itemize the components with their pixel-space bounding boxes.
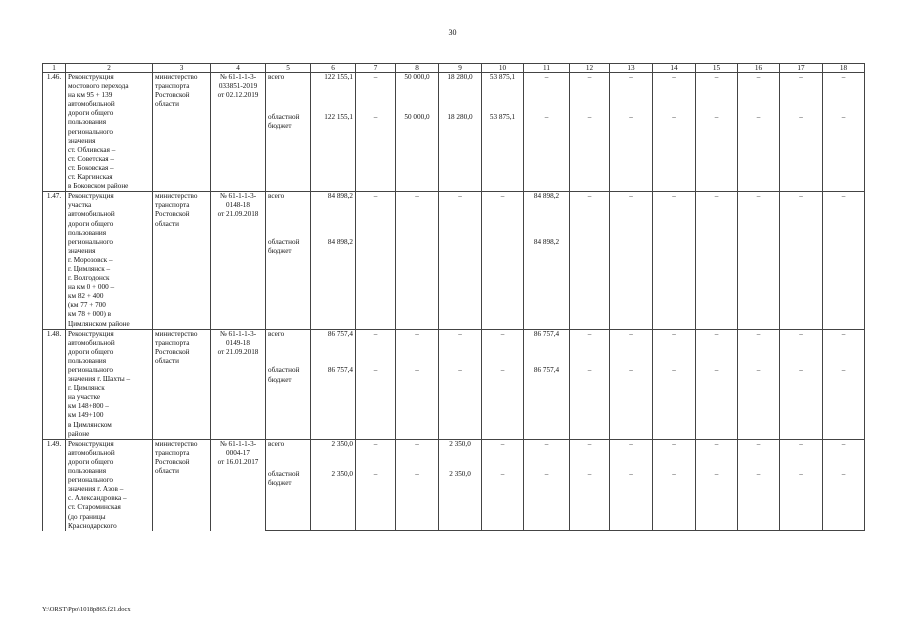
funding-source: всего xyxy=(266,329,311,366)
project-name-line: дороги общего xyxy=(68,109,114,118)
org-line: области xyxy=(155,219,180,228)
amount-cell: – xyxy=(780,192,823,239)
amount-cell: – xyxy=(524,113,570,192)
amount-cell: – xyxy=(653,192,696,239)
funding-source: всего xyxy=(266,439,311,470)
project-name-line: км 148+800 – xyxy=(68,402,109,411)
project-name-line: км 149+100 xyxy=(68,411,104,420)
amount-cell: 86 757,4 xyxy=(524,366,570,439)
org-line: области xyxy=(155,356,180,365)
project-name-line: ст. Обливская – xyxy=(68,145,116,154)
org-line: области xyxy=(155,100,180,109)
doc-line: 0149-18 xyxy=(226,338,250,347)
amount-cell: – xyxy=(696,329,738,366)
amount-cell: – xyxy=(823,329,865,366)
doc-line: от 16.01.2017 xyxy=(217,457,259,466)
org-line: Ростовской xyxy=(155,91,190,100)
amount-cell: – xyxy=(738,366,780,439)
amount-cell xyxy=(439,238,482,329)
project-name-line: дороги общего xyxy=(68,457,114,466)
amount-cell: – xyxy=(570,470,610,530)
amount-cell: – xyxy=(738,439,780,470)
amount-cell: – xyxy=(738,329,780,366)
amount-cell: – xyxy=(823,73,865,113)
page-number: 30 xyxy=(448,28,457,37)
doc-line: от 21.09.2018 xyxy=(217,347,259,356)
amount-cell xyxy=(823,238,865,329)
project-name-line: пользования xyxy=(68,356,107,365)
project-name-line: в Боковском районе xyxy=(68,182,129,191)
amount-cell: – xyxy=(780,470,823,530)
amount-cell: – xyxy=(738,73,780,113)
amount-cell: – xyxy=(738,470,780,530)
column-number: 3 xyxy=(153,64,211,73)
amount-cell: – xyxy=(696,470,738,530)
amount-cell: – xyxy=(356,470,396,530)
doc-line: № 61-1-1-3- xyxy=(219,192,257,201)
table-row xyxy=(43,192,865,239)
project-name-line: ст. Каргинская xyxy=(68,173,113,182)
column-number: 10 xyxy=(482,64,524,73)
funding-source-line: областной xyxy=(268,470,300,479)
org-line: министерство xyxy=(155,439,198,448)
amount-cell: – xyxy=(570,192,610,239)
amount-cell: – xyxy=(653,73,696,113)
amount-cell: 84 898,2 xyxy=(311,192,356,239)
project-name-line: дороги общего xyxy=(68,347,114,356)
project-name-line: автомобильной xyxy=(68,448,115,457)
amount-cell: 50 000,0 xyxy=(396,73,439,113)
amount-cell: 18 280,0 xyxy=(439,73,482,113)
amount-cell: 18 280,0 xyxy=(439,113,482,192)
amount-cell: – xyxy=(439,366,482,439)
amount-cell: – xyxy=(653,113,696,192)
amount-cell: 50 000,0 xyxy=(396,113,439,192)
project-name-line: км 82 + 400 xyxy=(68,292,104,301)
project-name-line: пользования xyxy=(68,228,107,237)
funding-source xyxy=(266,238,311,329)
doc-line: № 61-1-1-3- xyxy=(219,439,257,448)
amount-cell: – xyxy=(653,366,696,439)
amount-cell: – xyxy=(823,192,865,239)
project-name-line: автомобильной xyxy=(68,100,115,109)
amount-cell: – xyxy=(482,366,524,439)
amount-cell: – xyxy=(482,329,524,366)
amount-cell: – xyxy=(524,439,570,470)
amount-cell: – xyxy=(439,192,482,239)
amount-cell: 2 350,0 xyxy=(439,439,482,470)
project-name-line: мостового перехода xyxy=(68,82,129,91)
funding-source-line: областной xyxy=(268,366,300,375)
column-number: 4 xyxy=(211,64,266,73)
project-name-line: на участке xyxy=(68,393,101,402)
amount-cell: – xyxy=(780,366,823,439)
funding-source xyxy=(266,113,311,192)
amount-cell: – xyxy=(610,329,653,366)
amount-cell: 53 875,1 xyxy=(482,73,524,113)
amount-cell: – xyxy=(439,329,482,366)
amount-cell: – xyxy=(482,192,524,239)
amount-cell: 86 757,4 xyxy=(524,329,570,366)
amount-cell: – xyxy=(696,113,738,192)
project-name-line: пользования xyxy=(68,467,107,476)
amount-cell: 2 350,0 xyxy=(311,470,356,530)
column-number: 7 xyxy=(356,64,396,73)
project-name-line: дороги общего xyxy=(68,219,114,228)
project-name-line: Реконструкция xyxy=(68,192,114,201)
org-line: министерство xyxy=(155,329,198,338)
project-name-line: районе xyxy=(68,429,90,438)
doc-line: № 61-1-1-3- xyxy=(219,329,257,338)
responsible-org xyxy=(153,73,211,192)
amount-cell xyxy=(780,238,823,329)
amount-cell: – xyxy=(482,439,524,470)
amount-cell xyxy=(396,238,439,329)
project-name-line: ст. Староминская xyxy=(68,503,121,512)
row-number: 1.47. xyxy=(43,192,66,329)
project-name-line: значения г. Шахты – xyxy=(68,375,131,384)
amount-cell: 2 350,0 xyxy=(311,439,356,470)
amount-cell xyxy=(738,238,780,329)
column-number: 9 xyxy=(439,64,482,73)
funding-source: всего xyxy=(266,192,311,239)
project-name-line: значения г. Азов – xyxy=(68,485,124,494)
amount-cell: – xyxy=(780,329,823,366)
amount-cell: – xyxy=(738,113,780,192)
funding-source-line: бюджет xyxy=(268,122,292,131)
project-name-line: регионального xyxy=(68,127,113,136)
amount-cell: – xyxy=(610,192,653,239)
org-line: транспорта xyxy=(155,201,190,210)
column-number: 1 xyxy=(43,64,66,73)
project-name-line: (до границы xyxy=(68,512,106,521)
amount-cell: – xyxy=(396,366,439,439)
amount-cell: 122 155,1 xyxy=(311,73,356,113)
project-name-line: участка xyxy=(68,201,92,210)
amount-cell: 84 898,2 xyxy=(524,238,570,329)
amount-cell: 84 898,2 xyxy=(311,238,356,329)
org-line: транспорта xyxy=(155,448,190,457)
project-name-line: ст. Боковская – xyxy=(68,163,114,172)
amount-cell: – xyxy=(610,73,653,113)
amount-cell xyxy=(696,238,738,329)
amount-cell: – xyxy=(570,73,610,113)
project-name-line: автомобильной xyxy=(68,338,115,347)
expertise-doc xyxy=(211,439,266,530)
column-number: 12 xyxy=(570,64,610,73)
amount-cell: – xyxy=(696,73,738,113)
project-name xyxy=(66,73,153,192)
amount-cell: – xyxy=(570,113,610,192)
expertise-doc xyxy=(211,73,266,192)
org-line: транспорта xyxy=(155,82,190,91)
project-name-line: Цимлянском районе xyxy=(68,319,130,328)
row-number: 1.48. xyxy=(43,329,66,439)
amount-cell: – xyxy=(823,470,865,530)
column-number: 6 xyxy=(311,64,356,73)
project-name-line: Реконструкция xyxy=(68,73,114,81)
project-name-line: г. Цимлянск – xyxy=(68,264,111,273)
project-name-line: Реконструкция xyxy=(68,439,114,448)
doc-line: 033851-2019 xyxy=(218,82,258,91)
funding-source-line: областной xyxy=(268,238,300,247)
amount-cell: – xyxy=(738,192,780,239)
responsible-org xyxy=(153,192,211,329)
responsible-org xyxy=(153,439,211,530)
doc-line: № 61-1-1-3- xyxy=(219,73,257,81)
doc-line: 0148-18 xyxy=(226,201,250,210)
org-line: Ростовской xyxy=(155,210,190,219)
amount-cell: – xyxy=(356,366,396,439)
footer-file-path: Y:\ORST\Ppo\1018p865.f21.docx xyxy=(42,606,131,613)
funding-source-line: бюджет xyxy=(268,247,292,256)
amount-cell: – xyxy=(696,439,738,470)
column-number: 18 xyxy=(823,64,865,73)
column-number: 8 xyxy=(396,64,439,73)
amount-cell: – xyxy=(780,113,823,192)
org-line: области xyxy=(155,467,180,476)
project-name-line: пользования xyxy=(68,118,107,127)
amount-cell: – xyxy=(696,366,738,439)
amount-cell: – xyxy=(396,192,439,239)
project-name-line: на км 95 + 139 xyxy=(68,91,113,100)
amount-cell: – xyxy=(653,470,696,530)
amount-cell: – xyxy=(570,439,610,470)
project-name-line: Краснодарского xyxy=(68,521,117,530)
amount-cell xyxy=(482,238,524,329)
doc-line: 0004-17 xyxy=(226,448,250,457)
column-number: 17 xyxy=(780,64,823,73)
project-name xyxy=(66,439,153,530)
column-number: 16 xyxy=(738,64,780,73)
table-row xyxy=(43,439,865,470)
project-name-line: (км 77 + 700 xyxy=(68,301,106,310)
org-line: министерство xyxy=(155,192,198,201)
project-name-line: Реконструкция xyxy=(68,329,114,338)
project-name-line: на км 0 + 000 – xyxy=(68,283,115,292)
amount-cell: – xyxy=(356,439,396,470)
amount-cell: – xyxy=(356,113,396,192)
amount-cell: 86 757,4 xyxy=(311,329,356,366)
expertise-doc xyxy=(211,329,266,439)
funding-source-line: бюджет xyxy=(268,479,292,488)
amount-cell: – xyxy=(356,329,396,366)
project-name-line: регионального xyxy=(68,366,113,374)
amount-cell: – xyxy=(396,439,439,470)
amount-cell xyxy=(653,238,696,329)
funding-source-line: бюджет xyxy=(268,375,292,384)
amount-cell: – xyxy=(396,470,439,530)
funding-source: всего xyxy=(266,73,311,113)
project-name-line: км 78 + 000) в xyxy=(68,310,112,319)
amount-cell: 2 350,0 xyxy=(439,470,482,530)
amount-cell: – xyxy=(356,73,396,113)
amount-cell: – xyxy=(610,439,653,470)
expertise-doc xyxy=(211,192,266,329)
amount-cell: 84 898,2 xyxy=(524,192,570,239)
project-name-line: г. Морозовск – xyxy=(68,255,113,264)
funding-source-line: областной xyxy=(268,112,300,121)
project-name xyxy=(66,329,153,439)
amount-cell: – xyxy=(356,192,396,239)
amount-cell xyxy=(356,238,396,329)
amount-cell: – xyxy=(696,192,738,239)
amount-cell: 122 155,1 xyxy=(311,113,356,192)
amount-cell: – xyxy=(653,329,696,366)
amount-cell: – xyxy=(610,470,653,530)
project-name-line: автомобильной xyxy=(68,210,115,219)
funding-source xyxy=(266,366,311,439)
amount-cell: – xyxy=(524,470,570,530)
org-line: министерство xyxy=(155,73,198,81)
amount-cell xyxy=(610,238,653,329)
org-line: Ростовской xyxy=(155,457,190,466)
amount-cell xyxy=(570,238,610,329)
amount-cell: – xyxy=(823,113,865,192)
project-name-line: регионального xyxy=(68,476,113,485)
table-row xyxy=(43,329,865,366)
amount-cell: – xyxy=(610,366,653,439)
column-number: 5 xyxy=(266,64,311,73)
project-name-line: регионального xyxy=(68,237,113,246)
responsible-org xyxy=(153,329,211,439)
header-row xyxy=(43,64,865,73)
budget-table xyxy=(42,63,865,531)
table-row xyxy=(43,73,865,113)
project-name xyxy=(66,192,153,329)
amount-cell: 86 757,4 xyxy=(311,366,356,439)
amount-cell: – xyxy=(524,73,570,113)
amount-cell: – xyxy=(653,439,696,470)
amount-cell: – xyxy=(780,439,823,470)
row-number: 1.49. xyxy=(43,439,66,530)
project-name-line: с. Александровка – xyxy=(68,494,127,503)
amount-cell: – xyxy=(482,470,524,530)
funding-source xyxy=(266,470,311,530)
column-number: 14 xyxy=(653,64,696,73)
project-name-line: значения xyxy=(68,246,96,255)
org-line: транспорта xyxy=(155,338,190,347)
project-name-line: в Цимлянском xyxy=(68,420,112,429)
org-line: Ростовской xyxy=(155,347,190,356)
project-name-line: г. Волгодонск xyxy=(68,274,110,283)
column-number: 2 xyxy=(66,64,153,73)
amount-cell: – xyxy=(570,329,610,366)
column-number: 11 xyxy=(524,64,570,73)
amount-cell: – xyxy=(823,439,865,470)
project-name-line: значения xyxy=(68,136,96,145)
column-number: 15 xyxy=(696,64,738,73)
doc-line: от 21.09.2018 xyxy=(217,210,259,219)
amount-cell: – xyxy=(570,366,610,439)
row-number: 1.46. xyxy=(43,73,66,192)
amount-cell: – xyxy=(396,329,439,366)
doc-line: от 02.12.2019 xyxy=(217,91,259,100)
amount-cell: – xyxy=(610,113,653,192)
project-name-line: г. Цимлянск xyxy=(68,384,105,393)
column-number: 13 xyxy=(610,64,653,73)
project-name-line: ст. Советская – xyxy=(68,154,115,163)
amount-cell: 53 875,1 xyxy=(482,113,524,192)
amount-cell: – xyxy=(780,73,823,113)
amount-cell: – xyxy=(823,366,865,439)
